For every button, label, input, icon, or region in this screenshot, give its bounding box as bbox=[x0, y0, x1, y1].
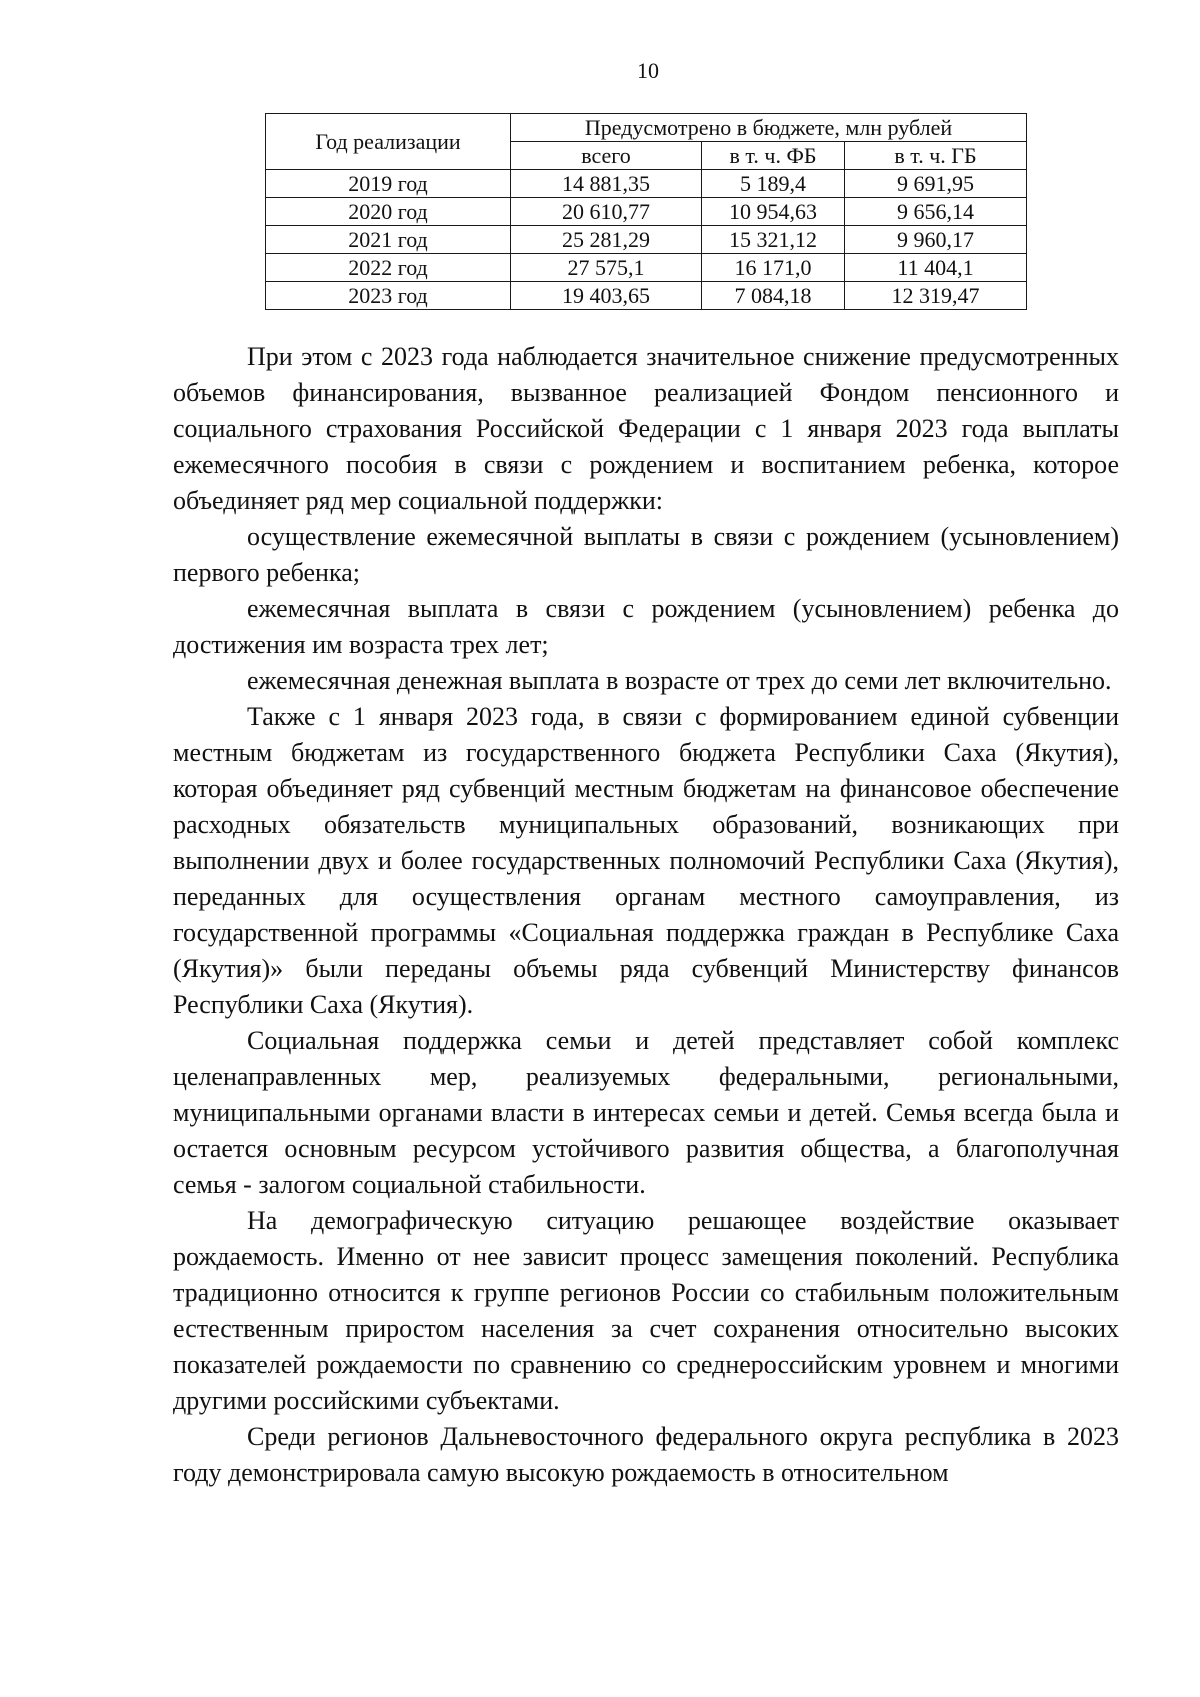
total-cell: 19 403,65 bbox=[511, 282, 702, 310]
year-cell: 2019 год bbox=[266, 170, 511, 198]
year-cell: 2023 год bbox=[266, 282, 511, 310]
gb-cell: 9 691,95 bbox=[845, 170, 1027, 198]
table-row bbox=[266, 226, 1027, 254]
paragraph-first-child-payment: осуществление ежемесячной выплаты в связи с рождением (усыновлением) первого ребенка; bbox=[173, 522, 1119, 587]
fb-cell: 7 084,18 bbox=[702, 282, 845, 310]
gb-cell: 11 404,1 bbox=[845, 254, 1027, 282]
gb-cell: 9 960,17 bbox=[845, 226, 1027, 254]
table-header-row bbox=[266, 114, 1027, 142]
year-column-header: Год реализации bbox=[266, 114, 511, 170]
budget-column-header: Предусмотрено в бюджете, млн рублей bbox=[511, 114, 1027, 142]
paragraph-far-east-comparison: Среди регионов Дальневосточного федерального округа республика в 2023 году демонстрировала самую высокую рождаемость в относительном bbox=[173, 1422, 1119, 1487]
table-row bbox=[266, 282, 1027, 310]
page-number: 10 bbox=[637, 58, 659, 83]
paragraph-three-to-seven-payment: ежемесячная денежная выплата в возрасте от трех до семи лет включительно. bbox=[247, 666, 1112, 695]
budget-table bbox=[265, 113, 1027, 310]
total-cell: 14 881,35 bbox=[511, 170, 702, 198]
table-row bbox=[266, 254, 1027, 282]
table-row bbox=[266, 170, 1027, 198]
fb-cell: 10 954,63 bbox=[702, 198, 845, 226]
table-row bbox=[266, 198, 1027, 226]
paragraph-birth-rate: На демографическую ситуацию решающее воздействие оказывает рождаемость. Именно от нее зависит процесс замещения поколений. Республика традиционно относится к группе регионов России со стабильным положительным естественным приростом населения за счет сохранения относительно высоких показателей рождаемости по сравнению со среднероссийским уровнем и многими другими российскими субъектами. bbox=[173, 1206, 1119, 1415]
paragraph-funding-decrease: При этом с 2023 года наблюдается значительное снижение предусмотренных объемов финансирования, вызванное реализацией Фондом пенсионного и социального страхования Российской Федерации с 1 января 2023 года выплаты ежемесячного пособия в связи с рождением и воспитанием ребенка, которое объединяет ряд мер социальной поддержки: bbox=[173, 342, 1119, 515]
gb-column-header: в т. ч. ГБ bbox=[845, 142, 1027, 170]
fb-cell: 5 189,4 bbox=[702, 170, 845, 198]
fb-cell: 16 171,0 bbox=[702, 254, 845, 282]
gb-cell: 9 656,14 bbox=[845, 198, 1027, 226]
total-cell: 20 610,77 bbox=[511, 198, 702, 226]
body-text bbox=[173, 339, 1119, 1491]
gb-cell: 12 319,47 bbox=[845, 282, 1027, 310]
year-cell: 2020 год bbox=[266, 198, 511, 226]
total-column-header: всего bbox=[511, 142, 702, 170]
paragraph-family-support: Социальная поддержка семьи и детей представляет собой комплекс целенаправленных мер, реализуемых федеральными, региональными, муниципальными органами власти в интересах семьи и детей. Семья всегда была и остается основным ресурсом устойчивого развития общества, а благополучная семья - залогом социальной стабильности. bbox=[173, 1026, 1119, 1199]
year-cell: 2021 год bbox=[266, 226, 511, 254]
fb-column-header: в т. ч. ФБ bbox=[702, 142, 845, 170]
total-cell: 27 575,1 bbox=[511, 254, 702, 282]
total-cell: 25 281,29 bbox=[511, 226, 702, 254]
fb-cell: 15 321,12 bbox=[702, 226, 845, 254]
paragraph-under-three-payment: ежемесячная выплата в связи с рождением (усыновлением) ребенка до достижения им возраста трех лет; bbox=[173, 594, 1119, 659]
paragraph-unified-subvention: Также с 1 января 2023 года, в связи с формированием единой субвенции местным бюджетам из государственного бюджета Республики Саха (Якутия), которая объединяет ряд субвенций местным бюджетам на финансовое обеспечение расходных обязательств муниципальных образований, возникающих при выполнении двух и более государственных полномочий Республики Саха (Якутия), переданных для осуществления органам местного самоуправления, из государственной программы «Социальная поддержка граждан в Республике Саха (Якутия)» были переданы объемы ряда субвенций Министерству финансов Республики Саха (Якутия). bbox=[173, 702, 1119, 1019]
year-cell: 2022 год bbox=[266, 254, 511, 282]
